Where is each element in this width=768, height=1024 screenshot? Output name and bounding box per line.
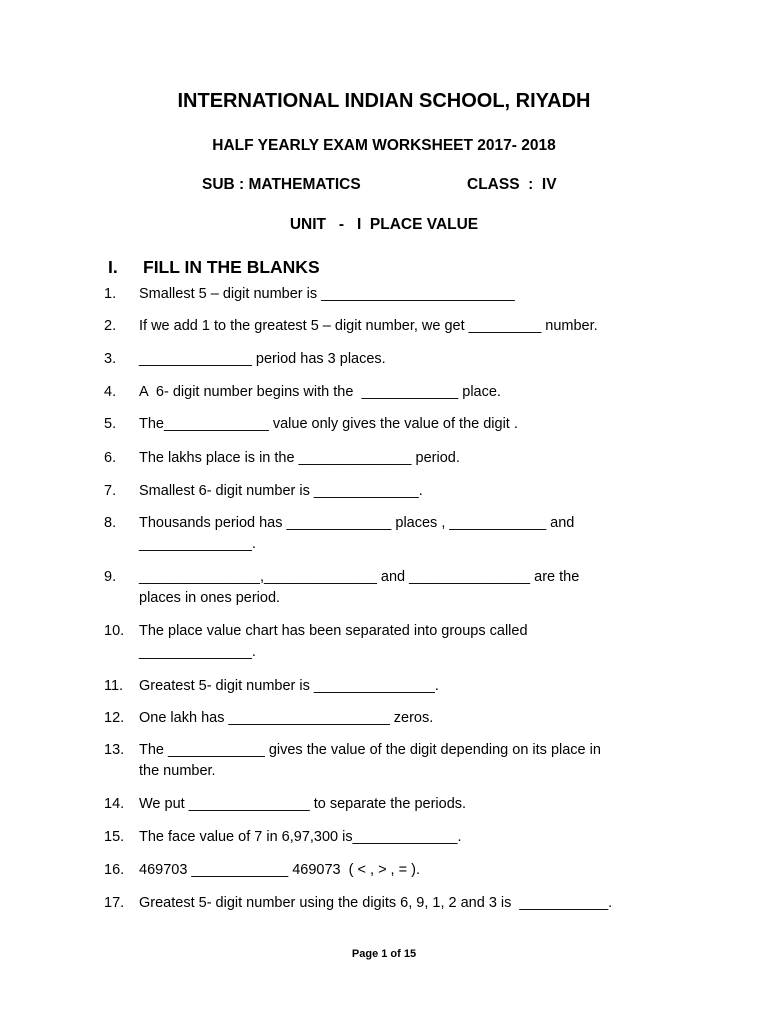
question-item — [104, 794, 684, 815]
question-text: A 6- digit number begins with the ____________ place. — [139, 384, 501, 400]
page-footer: Page 1 of 15 — [351, 948, 417, 960]
subject-label: SUB : MATHEMATICS — [202, 176, 361, 193]
question-text: The face value of 7 in 6,97,300 is_____________. — [139, 829, 462, 845]
question-item — [104, 893, 684, 914]
question-item — [104, 740, 684, 782]
question-item — [104, 316, 684, 337]
question-number: 3. — [104, 351, 117, 367]
question-number: 4. — [104, 384, 117, 400]
question-number: 17. — [104, 895, 125, 911]
question-text: Smallest 5 – digit number is ________________________ — [139, 286, 515, 302]
question-item — [104, 708, 684, 729]
question-item — [104, 414, 684, 435]
question-item — [104, 676, 684, 697]
section-number: I. — [108, 257, 118, 277]
question-number: 16. — [104, 862, 125, 878]
question-item — [104, 349, 684, 370]
worksheet-title: HALF YEARLY EXAM WORKSHEET 2017- 2018 — [212, 137, 556, 154]
question-number: 2. — [104, 318, 117, 334]
question-text: If we add 1 to the greatest 5 – digit number, we get _________ number. — [139, 318, 598, 334]
question-text: Greatest 5- digit number is _______________. — [139, 678, 439, 694]
question-item — [104, 382, 684, 403]
question-item — [104, 827, 684, 848]
question-number: 5. — [104, 416, 117, 432]
question-text: The place value chart has been separated into groups called ______________. — [139, 623, 528, 660]
question-text: Thousands period has _____________ places , ____________ and ______________. — [139, 515, 575, 552]
question-item — [104, 621, 684, 663]
question-number: 15. — [104, 829, 125, 845]
question-text: 469703 ____________ 469073 ( < , > , = ). — [139, 862, 420, 878]
class-label: CLASS : IV — [467, 176, 557, 193]
question-item — [104, 860, 684, 881]
question-text: The ____________ gives the value of the digit depending on its place in the number. — [139, 742, 601, 779]
question-item — [104, 481, 684, 502]
question-number: 9. — [104, 569, 117, 585]
question-item — [104, 513, 684, 555]
section-title: FILL IN THE BLANKS — [143, 257, 320, 277]
question-text: The lakhs place is in the ______________ period. — [139, 450, 460, 466]
question-number: 11. — [104, 678, 124, 694]
unit-title: UNIT - I PLACE VALUE — [289, 216, 479, 233]
question-number: 6. — [104, 450, 117, 466]
question-number: 12. — [104, 710, 125, 726]
question-number: 8. — [104, 515, 117, 531]
question-number: 13. — [104, 742, 125, 758]
question-text: The_____________ value only gives the value of the digit . — [139, 416, 518, 432]
question-number: 10. — [104, 623, 125, 639]
question-number: 7. — [104, 483, 117, 499]
question-item — [104, 284, 684, 305]
question-text: ______________ period has 3 places. — [139, 351, 386, 367]
question-item — [104, 567, 684, 609]
question-text: _______________,______________ and _______________ are the places in ones period. — [139, 569, 580, 606]
question-text: One lakh has ____________________ zeros. — [139, 710, 434, 726]
question-item — [104, 448, 684, 469]
question-text: Greatest 5- digit number using the digits 6, 9, 1, 2 and 3 is ___________. — [139, 895, 613, 911]
question-text: We put _______________ to separate the periods. — [139, 796, 467, 812]
question-text: Smallest 6- digit number is _____________. — [139, 483, 423, 499]
question-number: 14. — [104, 796, 125, 812]
question-number: 1. — [104, 286, 117, 302]
school-name: INTERNATIONAL INDIAN SCHOOL, RIYADH — [177, 90, 591, 112]
